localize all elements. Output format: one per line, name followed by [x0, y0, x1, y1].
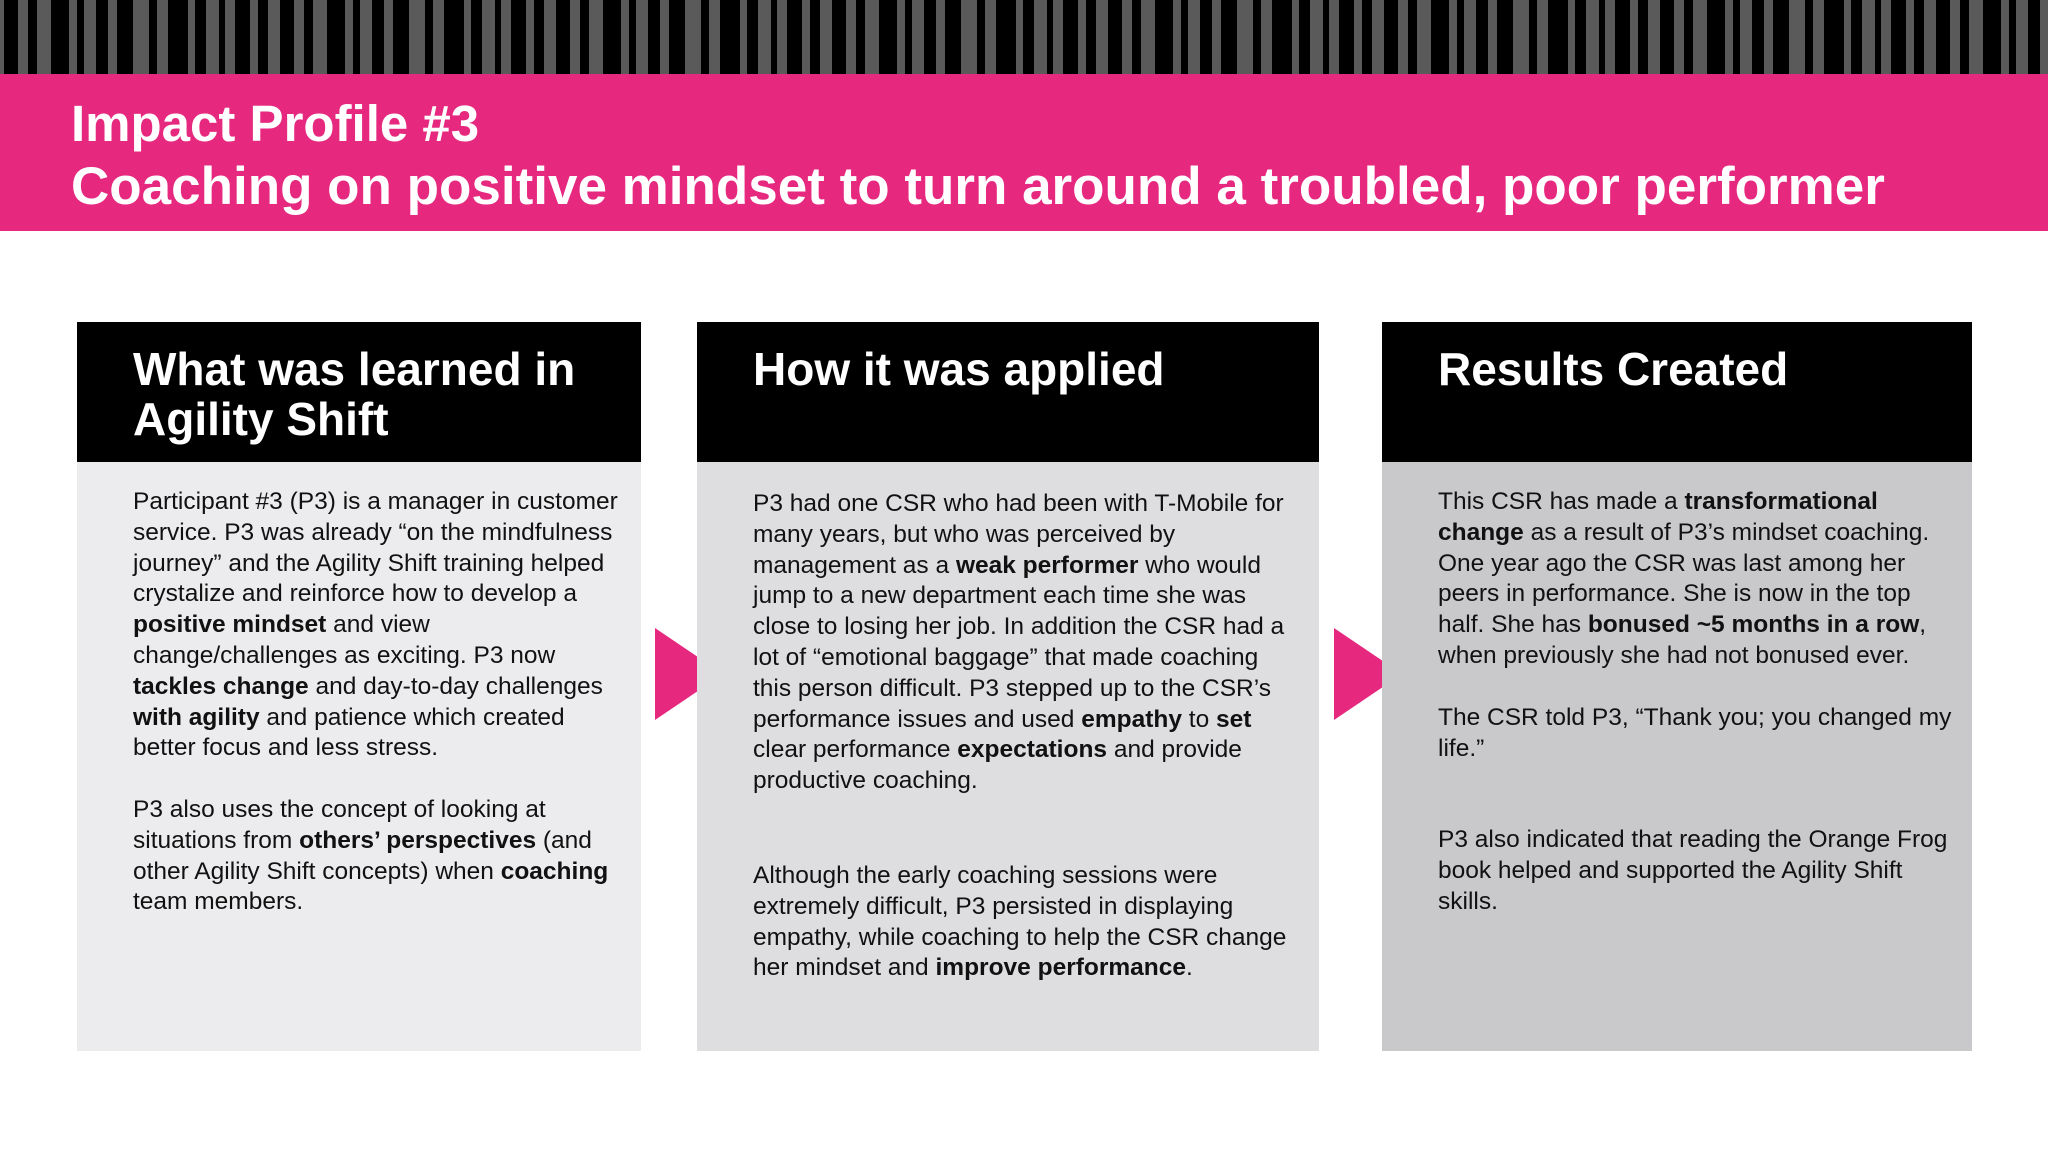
barcode-stripe [1047, 0, 1053, 74]
barcode-stripe [905, 0, 912, 74]
body-text: and day-to-day challenges [308, 672, 603, 700]
barcode-stripe [1575, 0, 1586, 74]
barcode-stripe [425, 0, 433, 74]
barcode-stripe [372, 0, 384, 74]
body-text: team members. [133, 888, 304, 916]
body-text: to [1181, 705, 1217, 733]
barcode-stripe [1914, 0, 1924, 74]
barcode-stripe [51, 0, 69, 74]
barcode-strip [0, 0, 2048, 74]
body-text: clear performance [753, 736, 958, 764]
barcode-stripe [1891, 0, 1906, 74]
title-banner [0, 74, 2048, 231]
barcode-stripe [556, 0, 570, 74]
barcode-stripe [77, 0, 84, 74]
barcode-stripe [1362, 0, 1372, 74]
barcode-stripe [1323, 0, 1329, 74]
barcode-stripe [1824, 0, 1844, 74]
barcode-stripe [1086, 0, 1096, 74]
barcode-stripe [1497, 0, 1513, 74]
barcode-stripe [1707, 0, 1725, 74]
panel-applied-heading-line-1: How it was applied [753, 343, 1165, 395]
barcode-stripe [1936, 0, 1950, 74]
barcode-stripe [1272, 0, 1292, 74]
barcode-stripe [149, 0, 157, 74]
barcode-stripe [534, 0, 544, 74]
barcode-stripe [1132, 0, 1141, 74]
emphasis-text: coaching [500, 857, 609, 885]
panel-applied-body [697, 462, 1319, 1051]
barcode-stripe [1615, 0, 1630, 74]
panel-applied-header [697, 322, 1319, 462]
barcode-stripe [832, 0, 846, 74]
emphasis-text: transformational change [1438, 488, 1878, 546]
barcode-stripe [1599, 0, 1605, 74]
barcode-stripe [1431, 0, 1449, 74]
panel-results-header [1382, 322, 1972, 462]
barcode-stripe [648, 0, 660, 74]
barcode-stripe [1529, 0, 1537, 74]
barcode-stripe [444, 0, 464, 74]
barcode-stripe [1108, 0, 1122, 74]
barcode-stripe [1253, 0, 1261, 74]
barcode-stripe [1181, 0, 1188, 74]
barcode-stripe [1733, 0, 1740, 74]
barcode-stripe [304, 0, 313, 74]
panel-learned-header [77, 322, 641, 462]
panel-learned-body [77, 462, 641, 1051]
body-text: P3 also uses the concept of looking at situations from [133, 796, 546, 854]
body-text: P3 also indicated that reading the Orange Frog book helped and supported the Agility Shift skills. [1438, 826, 1948, 915]
emphasis-text: bonused ~5 months in a row [1587, 611, 1920, 639]
barcode-stripe [1851, 0, 1862, 74]
panel-learned-paragraph-2 [133, 795, 621, 918]
barcode-stripe [1155, 0, 1173, 74]
barcode-stripe [580, 0, 589, 74]
body-text: . [1186, 954, 1193, 982]
barcode-stripe [327, 0, 345, 74]
panel-applied-paragraph-2 [753, 861, 1299, 984]
body-text: as a result of P3’s mindset coaching. One year ago the CSR was last among her peers in performance. She is now in the top half. She has [1438, 518, 1930, 639]
barcode-stripe [4, 0, 18, 74]
panel-applied-heading [753, 344, 1165, 394]
barcode-stripe [879, 0, 897, 74]
barcode-stripe [747, 0, 758, 74]
barcode-stripe [117, 0, 133, 74]
panel-results-heading [1438, 344, 1788, 394]
barcode-stripe [1457, 0, 1464, 74]
emphasis-text: positive mindset [133, 611, 327, 639]
panel-learned-heading-line-2: Agility Shift [133, 393, 389, 445]
barcode-stripe [1660, 0, 1674, 74]
emphasis-text: weak performer [955, 551, 1139, 579]
body-text: and patience which created better focus and less stress. [133, 703, 565, 762]
barcode-stripe [1023, 0, 1034, 74]
barcode-stripe [1339, 0, 1354, 74]
barcode-stripe [1299, 0, 1310, 74]
barcode-stripe [28, 0, 37, 74]
barcode-stripe [1408, 0, 1417, 74]
barcode-stripe [1805, 0, 1813, 74]
barcode-stripe [629, 0, 636, 74]
title-line-2: Coaching on positive mindset to turn around a troubled, poor performer [71, 157, 1885, 216]
body-text: Although the early coaching sessions were extremely difficult, P3 persisted in displaying empathy, while coaching to help the CSR change her mindset and [753, 862, 1287, 982]
body-text: The CSR told P3, “Thank you; you changed my life.” [1438, 704, 1952, 762]
panel-results-heading-line-1: Results Created [1438, 343, 1789, 395]
barcode-stripe [96, 0, 108, 74]
barcode-stripe [787, 0, 802, 74]
body-text: Participant #3 (P3) is a manager in customer service. P3 was already “on the mindfulness journey” and the Agility Shift training helped crystalize and reinforce how to develop a [133, 488, 618, 608]
body-text: and provide productive coaching. [753, 736, 1242, 795]
panel-learned-heading-line-1: What was learned in [133, 343, 576, 395]
barcode-stripe [810, 0, 820, 74]
barcode-stripe [353, 0, 360, 74]
barcode-stripe [471, 0, 482, 74]
body-text: (and other Agility Shift concepts) when [133, 826, 592, 885]
barcode-stripe [258, 0, 268, 74]
barcode-stripe [1960, 0, 1969, 74]
barcode-stripe [1638, 0, 1648, 74]
barcode-stripe [1384, 0, 1398, 74]
emphasis-text: others’ perspectives [299, 826, 537, 854]
barcode-stripe [669, 0, 685, 74]
barcode-stripe [720, 0, 740, 74]
barcode-stripe [1684, 0, 1693, 74]
body-text: and view change/challenges as exciting. P3 now [133, 611, 556, 669]
body-text: This CSR has made a [1438, 488, 1685, 515]
panel-results-body [1382, 462, 1972, 1051]
barcode-stripe [1752, 0, 1764, 74]
emphasis-text: improve performance [935, 954, 1187, 982]
barcode-stripe [393, 0, 409, 74]
barcode-stripe [2028, 0, 2040, 74]
barcode-stripe [235, 0, 250, 74]
panel-applied-paragraph-1 [753, 489, 1299, 797]
barcode-stripe [945, 0, 961, 74]
barcode-stripe [1773, 0, 1789, 74]
body-text: who would jump to a new department each time she was close to losing her job. In addition the CSR had a lot of “emotional baggage” that made coaching this person difficult. P3 stepped up to the CSR’s performance issues and used [753, 551, 1285, 733]
emphasis-text: empathy [1081, 705, 1182, 733]
barcode-stripe [219, 0, 225, 74]
panel-results [1382, 322, 1972, 1051]
barcode-stripe [996, 0, 1016, 74]
barcode-stripe [1476, 0, 1488, 74]
emphasis-text: expectations [957, 736, 1108, 764]
barcode-stripe [1983, 0, 2001, 74]
barcode-stripe [771, 0, 777, 74]
panel-learned-paragraph-1 [133, 487, 621, 764]
body-text: , when previously she had not bonused ever. [1438, 611, 1927, 669]
barcode-stripe [1200, 0, 1212, 74]
barcode-stripe [1221, 0, 1237, 74]
barcode-stripe [701, 0, 709, 74]
title-line-1: Impact Profile #3 [71, 95, 480, 152]
panel-results-paragraph-3 [1438, 825, 1952, 917]
barcode-stripe [2009, 0, 2016, 74]
body-text: P3 had one CSR who had been with T-Mobile for many years, but who was perceived by management as a [753, 490, 1284, 579]
barcode-stripe [856, 0, 865, 74]
barcode-stripe [168, 0, 188, 74]
barcode-stripe [195, 0, 206, 74]
panel-learned-heading [133, 344, 575, 444]
panel-applied [697, 322, 1319, 1051]
barcode-stripe [511, 0, 526, 74]
emphasis-text: with agility [133, 703, 260, 731]
barcode-stripe [1875, 0, 1881, 74]
panel-learned [77, 322, 641, 1051]
barcode-stripe [280, 0, 294, 74]
emphasis-text: tackles change [133, 672, 309, 700]
panel-results-paragraph-2 [1438, 703, 1952, 765]
barcode-stripe [603, 0, 621, 74]
panel-results-paragraph-1 [1438, 487, 1952, 672]
barcode-stripe [977, 0, 985, 74]
barcode-stripe [1063, 0, 1078, 74]
barcode-stripe [495, 0, 501, 74]
barcode-stripe [1548, 0, 1568, 74]
barcode-stripe [924, 0, 936, 74]
barcode-pattern [0, 0, 2048, 74]
emphasis-text: set [1216, 705, 1252, 733]
